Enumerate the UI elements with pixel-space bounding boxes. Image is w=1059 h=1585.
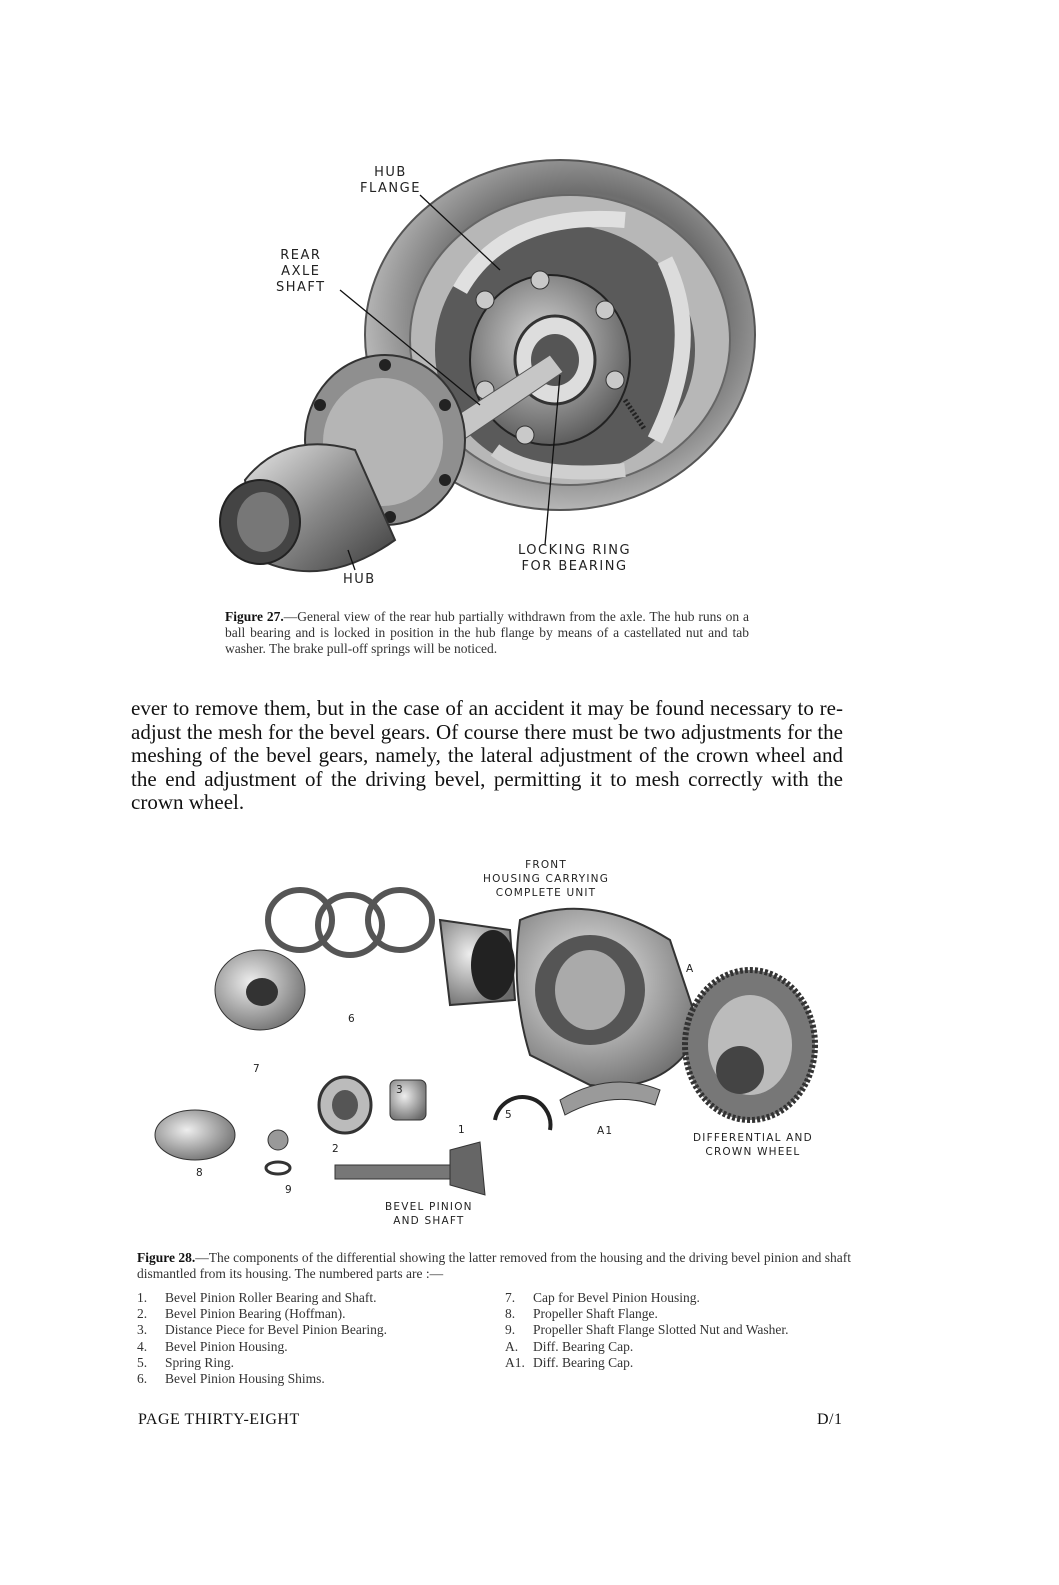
list-item: 3. Distance Piece for Bevel Pinion Bearing.	[137, 1322, 387, 1338]
list-item: 2. Bevel Pinion Bearing (Hoffman).	[137, 1306, 346, 1322]
figure-28-caption-text: —The components of the differential showing the latter removed from the housing and the driving bevel pinion and shaft dismantled from its housing. The numbered parts are :—	[137, 1250, 851, 1281]
label-rear-axle-shaft: REAR AXLE SHAFT	[276, 248, 326, 295]
label-hub-flange: HUB FLANGE	[360, 165, 421, 196]
part-label-5: 5	[505, 1109, 513, 1121]
label-locking-ring: LOCKING RING FOR BEARING	[518, 543, 632, 574]
part-label-a: A	[686, 963, 695, 975]
page-number: PAGE THIRTY-EIGHT	[138, 1411, 300, 1428]
figure-27-photo	[205, 150, 765, 600]
list-item: 7. Cap for Bevel Pinion Housing.	[505, 1290, 700, 1305]
list-item: 4. Bevel Pinion Housing.	[137, 1338, 288, 1354]
figure-28-caption	[137, 1250, 851, 1282]
part-label-9: 9	[285, 1184, 293, 1196]
part-label-6: 6	[348, 1013, 356, 1025]
page-reference: D/1	[817, 1411, 843, 1428]
list-item: 9. Propeller Shaft Flange Slotted Nut and Washer.	[505, 1322, 789, 1338]
parts-list-right	[505, 1290, 851, 1371]
list-item: 6. Bevel Pinion Housing Shims.	[137, 1371, 325, 1387]
list-item: 8. Propeller Shaft Flange.	[505, 1306, 658, 1322]
part-label-8: 8	[196, 1167, 204, 1179]
part-label-2: 2	[332, 1143, 340, 1155]
part-label-1: 1	[458, 1124, 466, 1136]
part-label-3: 3	[396, 1084, 404, 1096]
label-hub: HUB	[343, 572, 376, 587]
figure-27-caption-text: —General view of the rear hub partially withdrawn from the axle. The hub runs on a ball bearing and is locked in position in the hub flange by means of a castellated nut and tab washer. The brake pull-off springs will be noticed.	[225, 609, 749, 656]
part-label-7: 7	[253, 1063, 261, 1075]
list-item: A. Diff. Bearing Cap.	[505, 1338, 634, 1354]
label-bevel-pinion: BEVEL PINION AND SHAFT	[385, 1201, 473, 1227]
label-front-housing: FRONT HOUSING CARRYING COMPLETE UNIT	[483, 859, 610, 899]
part-label-a1: A1	[597, 1125, 614, 1137]
list-item: 5. Spring Ring.	[137, 1354, 235, 1370]
list-item: 1. Bevel Pinion Roller Bearing and Shaft.	[137, 1290, 377, 1305]
parts-list-left	[137, 1290, 487, 1387]
label-differential: DIFFERENTIAL AND CROWN WHEEL	[693, 1132, 813, 1158]
list-item: A1. Diff. Bearing Cap.	[505, 1354, 634, 1370]
figure-28-caption-label: Figure 28.	[137, 1250, 196, 1265]
body-paragraph: ever to remove them, but in the case of an accident it may be found necessary to re-adjust the mesh for the bevel gears. Of course there must be two adjustments for the meshing of the bevel gears, namely, the lateral adjustment of the crown wheel and the end adjustment of the driving bevel, permitting it to mesh correctly with the crown wheel.	[131, 696, 843, 814]
figure-27-caption-label: Figure 27.	[225, 609, 284, 624]
part-label-4: 4	[486, 1052, 494, 1064]
figure-27-caption	[225, 609, 749, 657]
